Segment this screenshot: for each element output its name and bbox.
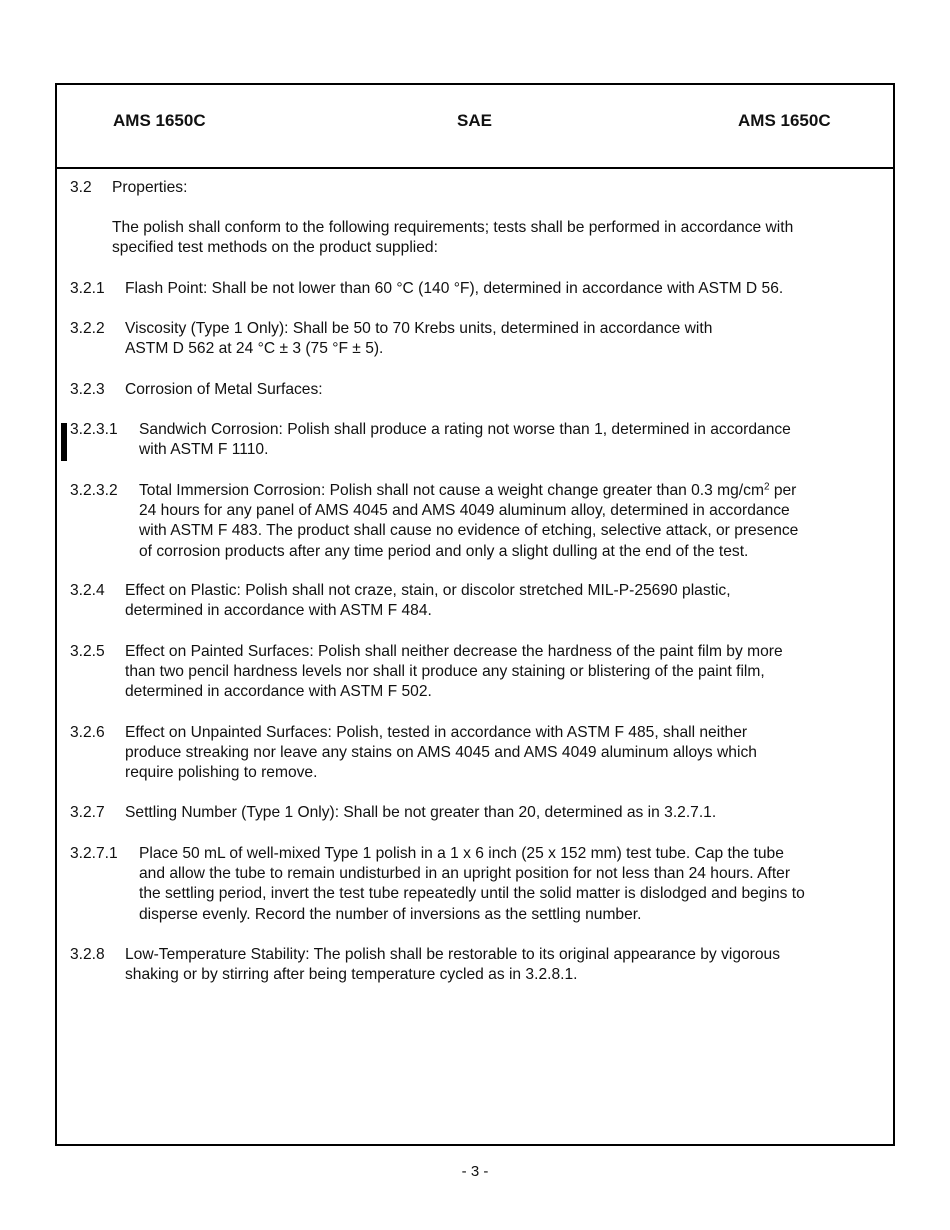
page-number: - 3 - [461,1163,489,1180]
paragraph-line: Viscosity (Type 1 Only): Shall be 50 to 70 Krebs units, determined in accordance with [125,320,713,337]
line-text: per [769,482,797,499]
paragraph-line: Flash Point: Shall be not lower than 60 °C (140 °F), determined in accordance with ASTM D 56. [125,280,784,297]
paragraph-line: Place 50 mL of well-mixed Type 1 polish in a 1 x 6 inch (25 x 152 mm) test tube. Cap the tube [139,845,784,862]
section-number: 3.2.3.1 [70,421,118,438]
section-3-2-intro [112,218,793,258]
paragraph-line: produce streaking nor leave any stains on AMS 4045 and AMS 4049 aluminum alloys which [125,744,757,762]
section-number: 3.2.5 [70,643,105,660]
revision-change-bar [61,423,67,461]
paragraph-line: determined in accordance with ASTM F 484. [125,602,432,620]
section-number: 3.2.7.1 [70,845,118,862]
document-header [57,85,893,169]
section-number: 3.2.8 [70,946,105,963]
paragraph-line: Effect on Unpainted Surfaces: Polish, tested in accordance with ASTM F 485, shall neither [125,724,748,741]
paragraph-line: Effect on Plastic: Polish shall not craze, stain, or discolor stretched MIL-P-25690 plastic, [125,582,731,599]
line-text: Total Immersion Corrosion: Polish shall not cause a weight change greater than 0.3 mg/cm [139,482,764,499]
paragraph-line: specified test methods on the product supplied: [112,239,438,257]
header-publisher: SAE [457,111,492,130]
header-doc-number-left: AMS 1650C [113,111,206,130]
paragraph-line: with ASTM F 483. The product shall cause no evidence of etching, selective attack, or presence [139,522,799,540]
paragraph-line: with ASTM F 1110. [139,441,269,459]
paragraph-line: and allow the tube to remain undisturbed in an upright position for not less than 24 hours. After [139,865,791,883]
section-number: 3.2.6 [70,724,105,741]
superscript: 2 [763,481,770,493]
paragraph-line: Sandwich Corrosion: Polish shall produce a rating not worse than 1, determined in accordance [139,421,791,438]
paragraph-line: disperse evenly. Record the number of inversions as the settling number. [139,905,642,923]
paragraph-line: The polish shall conform to the following requirements; tests shall be performed in accordance with [112,219,794,236]
paragraph-line: Settling Number (Type 1 Only): Shall be not greater than 20, determined as in 3.2.7.1. [125,804,717,821]
paragraph-line: 24 hours for any panel of AMS 4045 and AMS 4049 aluminum alloy, determined in accordance [139,502,790,520]
paragraph-line [139,481,798,501]
section-number: 3.2.2 [70,320,105,337]
paragraph-line: ASTM D 562 at 24 °C ± 3 (75 °F ± 5). [125,340,384,358]
paragraph-line: than two pencil hardness levels nor shall it produce any staining or blistering of the paint film, [125,663,765,681]
paragraph-line: Low-Temperature Stability: The polish shall be restorable to its original appearance by vigorous [125,946,781,963]
section-title: Properties: [112,179,188,196]
paragraph-line: of corrosion products after any time period and only a slight dulling at the end of the test. [139,542,749,560]
paragraph-line: determined in accordance with ASTM F 502. [125,683,432,701]
section-number: 3.2.1 [70,280,105,297]
paragraph-line: Corrosion of Metal Surfaces: [125,381,323,398]
section-number: 3.2 [70,179,92,196]
section-number: 3.2.7 [70,804,105,821]
paragraph-line: Effect on Painted Surfaces: Polish shall neither decrease the hardness of the paint film by more [125,643,783,660]
header-doc-number-right: AMS 1650C [738,111,831,130]
section-number: 3.2.3.2 [70,482,118,499]
paragraph-line: require polishing to remove. [125,764,318,782]
section-number: 3.2.4 [70,582,105,599]
section-number: 3.2.3 [70,381,105,398]
paragraph-line: the settling period, invert the test tube repeatedly until the solid matter is dislodged and begins to [139,885,805,903]
paragraph-line: shaking or by stirring after being temperature cycled as in 3.2.8.1. [125,966,578,984]
